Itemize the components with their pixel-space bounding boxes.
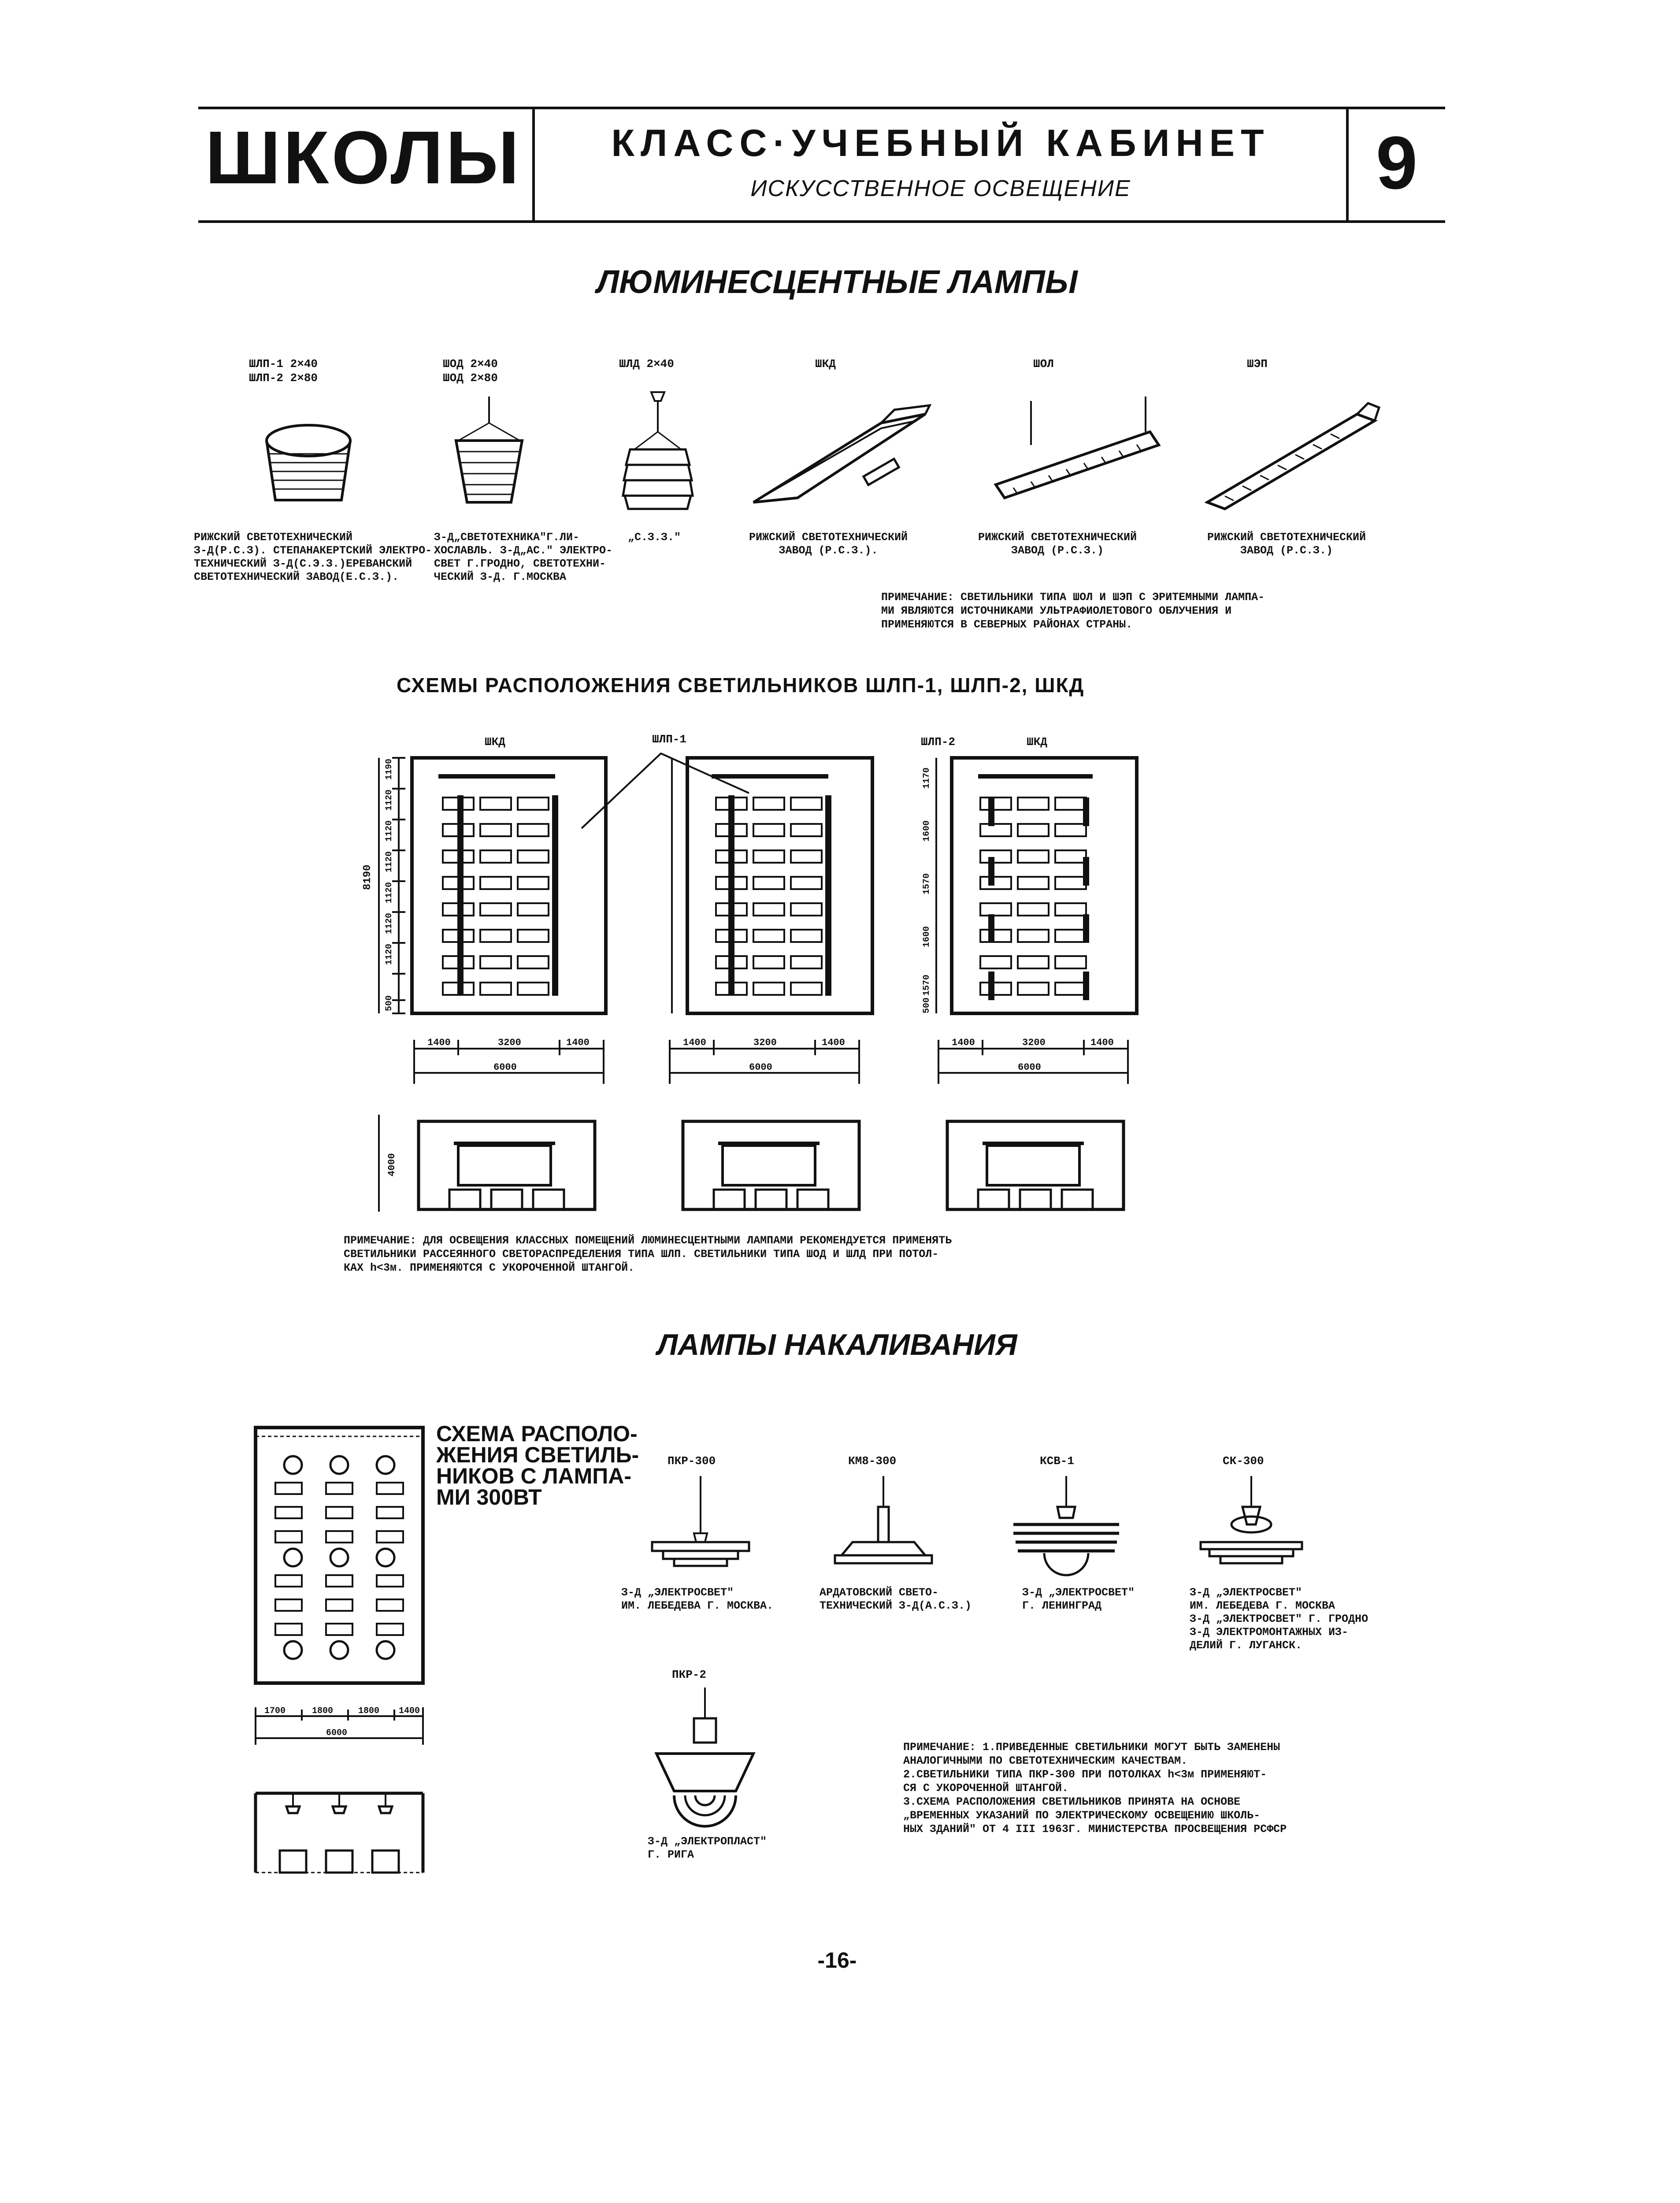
section-title: ШКОЛЫ: [205, 116, 522, 200]
header-top-rule: [198, 107, 1445, 109]
fixture-caption: РИЖСКИЙ СВЕТОТЕХНИЧЕСКИЙ ЗАВОД (Р.С.З.): [978, 531, 1137, 557]
room-section-2: [679, 1106, 872, 1220]
incandescent-fixture-caption: З-Д „ЭЛЕКТРОСВЕТ" ИМ. ЛЕБЕДЕВА Г. МОСКВА.: [621, 1586, 774, 1612]
room-section-1: [370, 1106, 599, 1220]
svg-text:1170: 1170: [922, 767, 932, 789]
svg-text:1120: 1120: [384, 943, 394, 965]
header-divider-right: [1346, 108, 1349, 221]
fixture-drawing-pkr-2: [643, 1687, 767, 1828]
svg-text:500: 500: [384, 995, 394, 1011]
svg-text:1400: 1400: [822, 1037, 845, 1048]
svg-text:3200: 3200: [753, 1037, 777, 1048]
incandescent-fixture-caption: З-Д „ЭЛЕКТРОПЛАСТ" Г. РИГА: [648, 1835, 767, 1861]
svg-text:1400: 1400: [683, 1037, 706, 1048]
svg-text:6000: 6000: [749, 1062, 772, 1073]
svg-text:1400: 1400: [399, 1706, 420, 1716]
svg-text:1600: 1600: [922, 820, 932, 842]
fixture-drawing-shod: [445, 397, 533, 511]
fixture-drawing-shkd: [749, 397, 934, 511]
fixture-code: ШЛД 2×40: [619, 357, 674, 371]
room-plan-3: [890, 749, 1146, 1031]
fixture-code: ШКД: [815, 357, 836, 371]
incandescent-heading: ЛАМПЫ НАКАЛИВАНИЯ: [657, 1328, 1017, 1361]
width-dims-2: [665, 1031, 868, 1088]
fixture-drawing-shep: [1198, 397, 1383, 511]
incandescent-fixture-code: ПКР-300: [668, 1454, 716, 1468]
svg-text:6000: 6000: [326, 1728, 348, 1738]
fixture-code: ШЭП: [1247, 357, 1268, 371]
incandescent-room-section: [247, 1780, 432, 1881]
incandescent-note: ПРИМЕЧАНИЕ: 1.ПРИВЕДЕННЫЕ СВЕТИЛЬНИКИ МОГУТ БЫТЬ ЗАМЕНЕНЫ АНАЛОГИЧНЫМИ ПО СВЕТОТЕХНИЧЕСКИМ КАЧЕСТВАМ. 2.СВЕТИЛЬНИКИ ТИПА ПКР-300 ПРИ ПОТОЛКАХ h<3м ПРИМЕНЯЮТ- СЯ С УКОРОЧЕННОЙ ШТАНГОЙ. 3.СХЕМА РАСПОЛОЖЕНИЯ СВЕТИЛЬНИКОВ ПРИНЯТА НА ОСНОВЕ „ВРЕМЕННЫХ УКАЗАНИЙ ПО ЭЛЕКТРИЧЕСКОМУ ОСВЕЩЕНИЮ ШКОЛЬ- НЫХ ЗДАНИЙ" ОТ 4 III 1963Г. МИНИСТЕРСТВА ПРОСВЕЩЕНИЯ РСФСР: [903, 1741, 1287, 1836]
svg-text:1120: 1120: [384, 912, 394, 934]
fixture-caption: РИЖСКИЙ СВЕТОТЕХНИЧЕСКИЙ ЗАВОД (Р.С.З.): [1207, 531, 1366, 557]
page-badge: 9: [1376, 121, 1418, 205]
page-subtitle: ИСКУССТВЕННОЕ ОСВЕЩЕНИЕ: [750, 176, 1131, 201]
incandescent-room-plan: [247, 1419, 432, 1692]
fixture-drawing-pkr-300: [643, 1476, 758, 1573]
incandescent-fixture-caption: АРДАТОВСКИЙ СВЕТО- ТЕХНИЧЕСКИЙ З-Д(А.С.З.): [820, 1586, 972, 1612]
fixture-code: ШЛП-1 2×40 ШЛП-2 2×80: [249, 357, 318, 385]
incandescent-fixture-code: КСВ-1: [1040, 1454, 1075, 1468]
fluorescent-note: ПРИМЕЧАНИЕ: СВЕТИЛЬНИКИ ТИПА ШОЛ И ШЭП С ЭРИТЕМНЫМИ ЛАМПА- МИ ЯВЛЯЮТСЯ ИСТОЧНИКАМИ УЛЬТРАФИОЛЕТОВОГО ОБЛУЧЕНИЯ И ПРИМЕНЯЮТСЯ В СЕВЕРНЫХ РАЙОНАХ СТРАНЫ.: [881, 591, 1265, 631]
svg-text:1400: 1400: [952, 1037, 975, 1048]
svg-text:1400: 1400: [427, 1037, 451, 1048]
svg-text:1120: 1120: [384, 820, 394, 842]
svg-text:1570: 1570: [922, 974, 932, 996]
room-section-3: [943, 1106, 1137, 1220]
incandescent-fixture-caption: З-Д „ЭЛЕКТРОСВЕТ" ИМ. ЛЕБЕДЕВА Г. МОСКВА З-Д „ЭЛЕКТРОСВЕТ" Г. ГРОДНО З-Д ЭЛЕКТРОМОНТАЖНЫХ ИЗ- ДЕЛИЙ Г. ЛУГАНСК.: [1190, 1586, 1368, 1652]
page-title: КЛАСС·УЧЕБНЫЙ КАБИНЕТ: [611, 122, 1270, 164]
fixture-caption: РИЖСКИЙ СВЕТОТЕХНИЧЕСКИЙ ЗАВОД (Р.С.З.).: [749, 531, 908, 557]
fixture-drawing-shld: [617, 383, 705, 516]
svg-text:1400: 1400: [566, 1037, 590, 1048]
plan-label: ШЛП-2: [921, 735, 956, 749]
fixture-drawing-ksv-1: [1009, 1476, 1124, 1582]
plan-label: ШЛП-1: [652, 733, 687, 746]
width-dims-3: [934, 1031, 1137, 1088]
svg-text:3200: 3200: [1022, 1037, 1046, 1048]
svg-text:3200: 3200: [498, 1037, 521, 1048]
incandescent-fixture-code: ПКР-2: [672, 1668, 707, 1681]
svg-text:1120: 1120: [384, 789, 394, 811]
fixture-code: ШОЛ: [1033, 357, 1054, 371]
incandescent-fixture-code: КМ8-300: [848, 1454, 897, 1468]
incandescent-fixture-code: СК-300: [1223, 1454, 1264, 1468]
incandescent-scheme-caption: СХЕМА РАСПОЛО- ЖЕНИЯ СВЕТИЛЬ- НИКОВ С ЛАМПА- МИ 300ВТ: [436, 1421, 639, 1509]
plan-label: ШКД: [485, 735, 505, 749]
svg-text:1700: 1700: [264, 1706, 286, 1716]
svg-text:1570: 1570: [922, 873, 932, 894]
fixture-drawing-sk-300: [1190, 1476, 1313, 1582]
fixture-caption: „С.З.З.": [628, 531, 681, 544]
svg-text:1120: 1120: [384, 882, 394, 903]
page-number: -16-: [817, 1948, 857, 1973]
fixture-caption: З-Д„СВЕТОТЕХНИКА"Г.ЛИ- ХОСЛАВЛЬ. З-Д„АС." ЭЛЕКТРО- СВЕТ Г.ГРОДНО, СВЕТОТЕХНИ- ЧЕСКИЙ З-Д. Г.МОСКВА: [434, 531, 613, 583]
svg-text:1800: 1800: [312, 1706, 334, 1716]
svg-text:500: 500: [922, 997, 932, 1013]
schemes-heading: СХЕМЫ РАСПОЛОЖЕНИЯ СВЕТИЛЬНИКОВ ШЛП-1, ШЛП-2, ШКД: [397, 674, 1085, 697]
fixture-caption: РИЖСКИЙ СВЕТОТЕХНИЧЕСКИЙ З-Д(Р.С.З). СТЕПАНАКЕРТСКИЙ ЭЛЕКТРО- ТЕХНИЧЕСКИЙ З-Д(С.Э.З.)ЕРЕВАНСКИЙ СВЕТОТЕХНИЧЕСКИЙ ЗАВОД(Е.С.З.).: [194, 531, 432, 583]
svg-text:1800: 1800: [358, 1706, 380, 1716]
incandescent-dims: [247, 1701, 432, 1749]
header-bottom-rule: [198, 220, 1445, 223]
fluorescent-heading: ЛЮМИНЕСЦЕНТНЫЕ ЛАМПЫ: [597, 263, 1078, 300]
svg-text:1190: 1190: [384, 758, 394, 780]
room-plan-2: [634, 749, 881, 1031]
svg-text:6000: 6000: [493, 1062, 517, 1073]
svg-text:1600: 1600: [922, 926, 932, 947]
svg-text:1120: 1120: [384, 851, 394, 872]
plan-label: ШКД: [1027, 735, 1047, 749]
svg-text:6000: 6000: [1018, 1062, 1041, 1073]
incandescent-fixture-caption: З-Д „ЭЛЕКТРОСВЕТ" Г. ЛЕНИНГРАД: [1022, 1586, 1135, 1612]
header-divider-left: [532, 108, 535, 221]
fixture-drawing-shol: [983, 397, 1168, 511]
fixture-drawing-shlp: [260, 423, 357, 511]
svg-text:4000: 4000: [386, 1153, 397, 1176]
width-dims-1: [410, 1031, 612, 1088]
fixture-drawing-km8-300: [826, 1476, 941, 1573]
schemes-note: ПРИМЕЧАНИЕ: ДЛЯ ОСВЕЩЕНИЯ КЛАССНЫХ ПОМЕЩЕНИЙ ЛЮМИНЕСЦЕНТНЫМИ ЛАМПАМИ РЕКОМЕНДУЕТСЯ ПРИМЕНЯТЬ СВЕТИЛЬНИКИ РАССЕЯННОГО СВЕТОРАСПРЕДЕЛЕНИЯ ТИПА ШЛП. СВЕТИЛЬНИКИ ТИПА ШОД И ШЛД ПРИ ПОТОЛ- КАХ h<3м. ПРИМЕНЯЮТСЯ С УКОРОЧЕННОЙ ШТАНГОЙ.: [344, 1234, 952, 1274]
fixture-code: ШОД 2×40 ШОД 2×80: [443, 357, 498, 385]
svg-text:8190: 8190: [362, 864, 374, 890]
svg-text:1400: 1400: [1090, 1037, 1114, 1048]
